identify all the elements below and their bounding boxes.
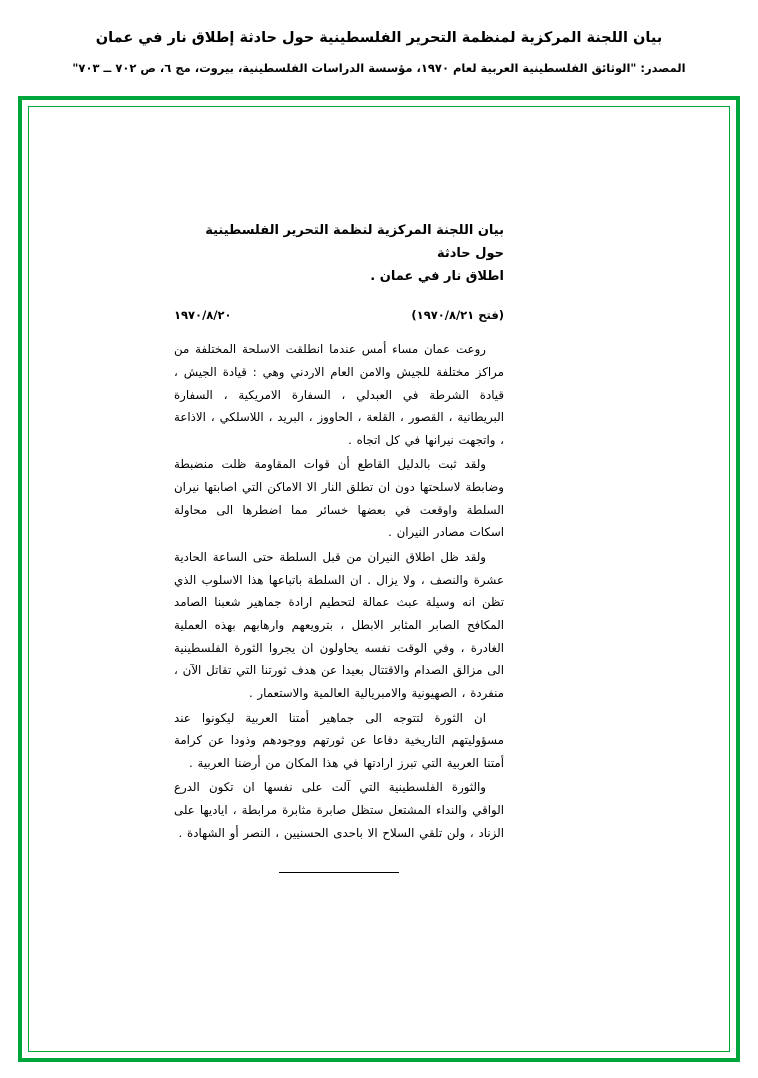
body-paragraph: روعت عمان مساء أمس عندما انطلقت الاسلحة المختلفة من مراكز مختلفة للجيش والامن العام الاردني وهي : قيادة الجيش ، قيادة الشرطة في العبدلي ، السفارة الامريكية ، السفارة البريطانية ، القصور ، القلعة ، الحاووز ، البريد ، اللاسلكي ، الاذاعة ، واتجهت نيرانها في كل اتجاه .: [174, 342, 504, 447]
document-date: ١٩٧٠/٨/٢٠: [174, 308, 232, 323]
page-title: بيان اللجنة المركزية لمنظمة التحرير الفلسطينية حول حادثة إطلاق نار في عمان: [95, 30, 663, 46]
statement-heading-line-2: اطلاق نار في عمان .: [370, 268, 504, 284]
body-paragraph: والثورة الفلسطينية التي آلت على نفسها ان تكون الدرع الواقي والنداء المشتعل ستظل صابرة مثابرة مرابطة ، اياديها على الزناد ، ولن تلقي السلاح الا باحدى الحسنيين ، النصر أو الشهادة .: [174, 780, 504, 840]
body-paragraph: ولقد ثبت بالدليل القاطع أن قوات المقاومة ظلت منضبطة وضابطة لاسلحتها دون ان تطلق النار الا الاماكن التي اصابتها نيران السلطة واوقعت في بعضها خسائر مما اضطرها الى محاولة اسكات مصادر النيران .: [174, 457, 504, 540]
body-paragraph: ولقد ظل اطلاق النيران من قبل السلطة حتى الساعة الحادية عشرة والنصف ، ولا يزال . ان السلطة باتباعها هذا الاسلوب الذي تظن انه وسيلة عبث عمالة لتحطيم ارادة جماهير شعبنا الصامد المكافح الصابر المثابر الابطل ، بترويعهم وارهابهم بهذه العملية الغادرة ، وفي الوقت نفسه يحاولون ان يجروا الثورة الفلسطينية الى مزالق الصدام والاقتتال بعيدا عن هدف ثورتنا التي تقاتل الآن ، منفردة ، الصهيونية والامبريالية العالمية والاستعمار .: [174, 550, 504, 700]
statement-heading: [174, 220, 504, 288]
end-rule-container: [174, 846, 504, 873]
date-row: [174, 308, 504, 322]
scan-frame-outer: [18, 96, 740, 1062]
source-citation: المصدر: "الوثائق الفلسطينية العربية لعام ١٩٧٠، مؤسسة الدراسات الفلسطينية، بيروت، مج ٦، ص ٧٠٢ ــ ٧٠٣": [72, 60, 686, 75]
document-publication-reference: (فتح ١٩٧٠/٨/٢١): [411, 308, 504, 323]
statement-heading-line-1: بيان اللجنة المركزية لنظمة التحرير الفلسطينية حول حادثة: [205, 223, 504, 261]
page-header: [0, 0, 758, 76]
end-of-document-rule: [279, 872, 399, 873]
body-paragraph: ان الثورة لتتوجه الى جماهير أمتنا العربية ليكونوا عند مسؤوليتهم التاريخية دفاعا عن ثورتهم ووجودهم وذودا عن كرامة أمتنا العربية التي تبرز ارادتها في هذا المكان من أرضنا العربية .: [174, 710, 504, 770]
scanned-document-body: [174, 220, 504, 873]
